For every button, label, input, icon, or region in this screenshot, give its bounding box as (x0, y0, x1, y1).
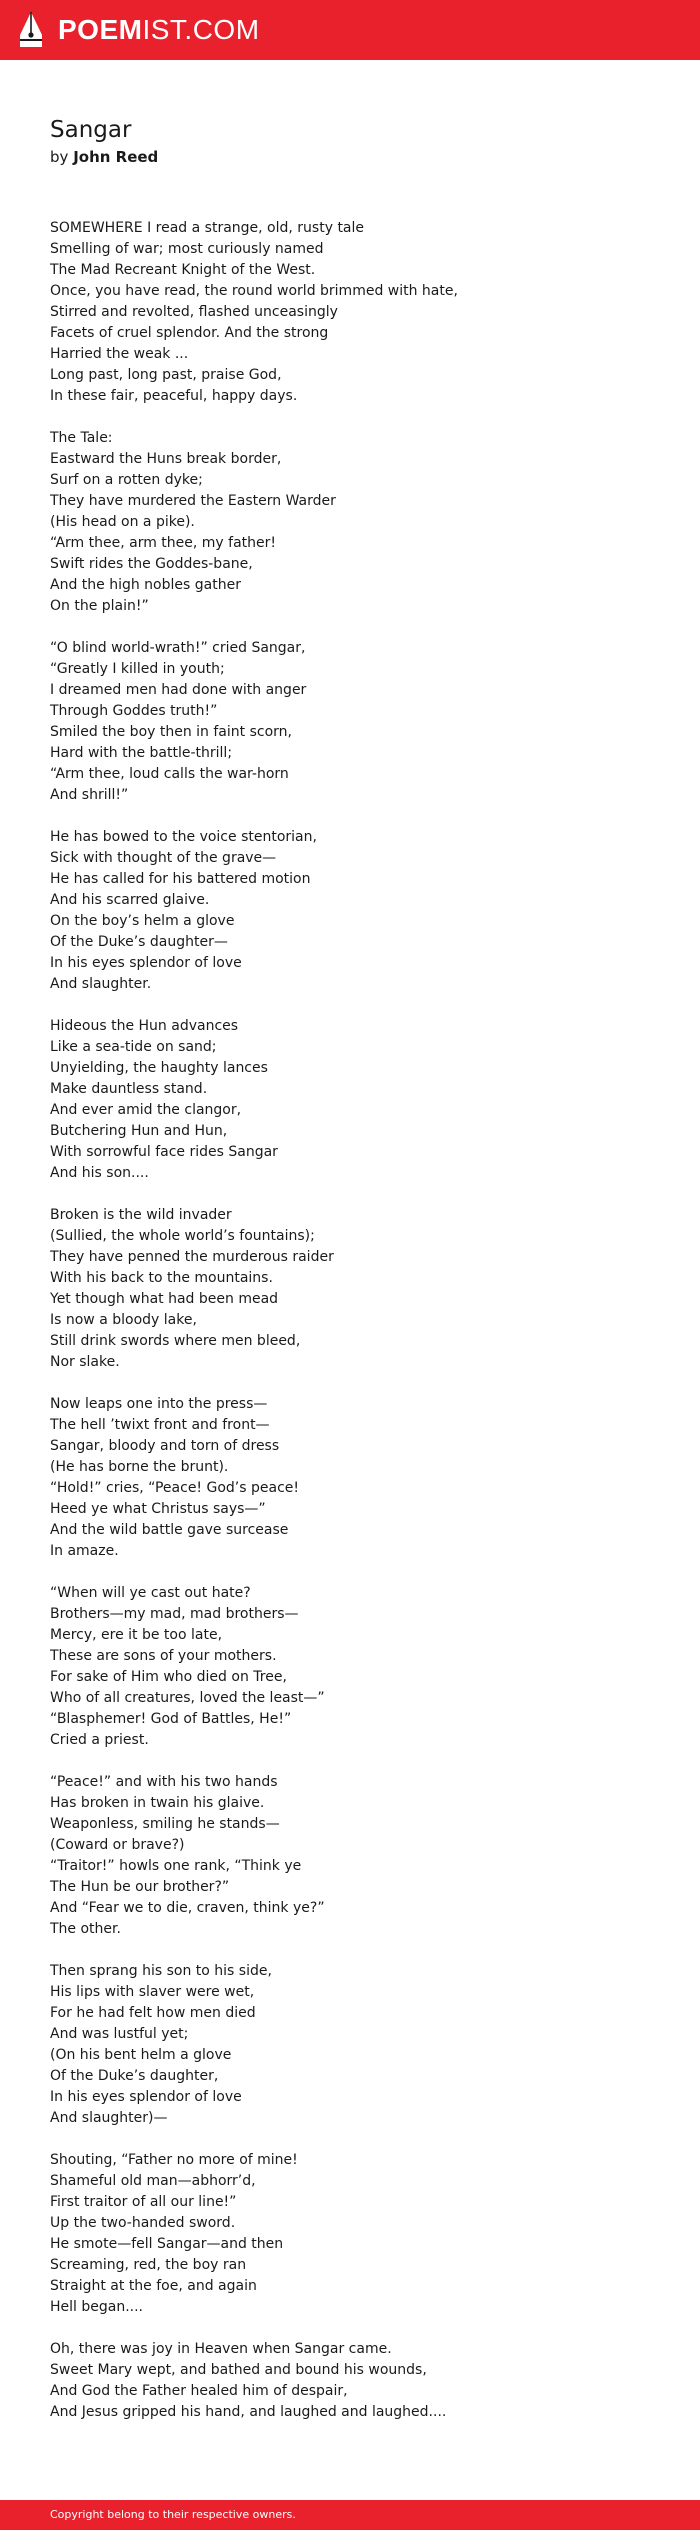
poem-line: Who of all creatures, loved the least—” (50, 1690, 325, 1706)
poem-line: Has broken in twain his glaive. (50, 1795, 265, 1811)
poem-line: (He has borne the brunt). (50, 1459, 229, 1475)
poem-line: And his son.... (50, 1165, 149, 1181)
poem-line: (Sullied, the whole world’s fountains); (50, 1228, 315, 1244)
stanza (50, 1016, 670, 1184)
poem-line: Make dauntless stand. (50, 1081, 208, 1097)
stanza (50, 218, 670, 407)
poem-line: I dreamed men had done with anger (50, 682, 307, 698)
poem-line: “Peace!” and with his two hands (50, 1774, 278, 1790)
poem-line: Once, you have read, the round world brimmed with hate, (50, 283, 458, 299)
poem-line: Like a sea-tide on sand; (50, 1039, 217, 1055)
poem-line: For sake of Him who died on Tree, (50, 1669, 287, 1685)
stanza (50, 2150, 670, 2318)
poem-line: Of the Duke’s daughter— (50, 934, 228, 950)
poem-line: The Tale: (50, 430, 113, 446)
stanza (50, 1583, 670, 1751)
poem-line: “When will ye cast out hate? (50, 1585, 251, 1601)
poem-line: Long past, long past, praise God, (50, 367, 282, 383)
poem-line: “Arm thee, arm thee, my father! (50, 535, 277, 551)
poem-line: And his scarred glaive. (50, 892, 210, 908)
poem-line: Up the two-handed sword. (50, 2215, 236, 2231)
poem-line: “Greatly I killed in youth; (50, 661, 225, 677)
poem-line: Then sprang his son to his side, (50, 1963, 272, 1979)
poem-line: In amaze. (50, 1543, 119, 1559)
logo-text-bold: POEM (58, 14, 143, 45)
poem-line: Unyielding, the haughty lances (50, 1060, 268, 1076)
logo-text-light: IST.COM (142, 14, 260, 45)
poem-line: “Traitor!” howls one rank, “Think ye (50, 1858, 302, 1874)
poem-line: And Jesus gripped his hand, and laughed and laughed.... (50, 2404, 447, 2420)
pen-nib-icon (18, 11, 44, 49)
poem-line: The other. (50, 1921, 121, 1937)
poem-line: His lips with slaver were wet, (50, 1984, 255, 2000)
poem-line: Nor slake. (50, 1354, 120, 1370)
poem-line: He smote—fell Sangar—and then (50, 2236, 284, 2252)
poem-line: Shameful old man—abhorr’d, (50, 2173, 256, 2189)
poem-line: In his eyes splendor of love (50, 2089, 242, 2105)
poem-line: “Blasphemer! God of Battles, He!” (50, 1711, 292, 1727)
poem-body (50, 218, 670, 2444)
poem-line: Sangar, bloody and torn of dress (50, 1438, 280, 1454)
poem-line: Shouting, “Father no more of mine! (50, 2152, 298, 2168)
poem-line: “Hold!” cries, “Peace! God’s peace! (50, 1480, 299, 1496)
poem-line: And the wild battle gave surcease (50, 1522, 289, 1538)
poem-line: Now leaps one into the press— (50, 1396, 268, 1412)
by-label: by (50, 148, 69, 166)
byline (50, 147, 650, 167)
poem-line: Hell began.... (50, 2299, 144, 2315)
poem-line: Sweet Mary wept, and bathed and bound his wounds, (50, 2362, 427, 2378)
poem-line: And ever amid the clangor, (50, 1102, 242, 1118)
poem-line: “Arm thee, loud calls the war-horn (50, 766, 289, 782)
poem-line: And slaughter. (50, 976, 152, 992)
poem-line: Facets of cruel splendor. And the strong (50, 325, 329, 341)
stanza (50, 1961, 670, 2129)
poem-line: The Mad Recreant Knight of the West. (50, 262, 316, 278)
poem-line: First traitor of all our line!” (50, 2194, 237, 2210)
poem-line: Of the Duke’s daughter, (50, 2068, 219, 2084)
author-name[interactable]: John Reed (73, 148, 159, 166)
poem-line: Straight at the foe, and again (50, 2278, 257, 2294)
poem-line: Oh, there was joy in Heaven when Sangar came. (50, 2341, 392, 2357)
poem-line: And shrill!” (50, 787, 129, 803)
poem-line: With his back to the mountains. (50, 1270, 273, 1286)
poem-line: (Coward or brave?) (50, 1837, 185, 1853)
poem-line: They have murdered the Eastern Warder (50, 493, 336, 509)
poem-line: Smelling of war; most curiously named (50, 241, 324, 257)
poem-line: Broken is the wild invader (50, 1207, 232, 1223)
site-logo[interactable] (18, 11, 260, 49)
poem-line: He has bowed to the voice stentorian, (50, 829, 317, 845)
poem-heading (50, 116, 650, 167)
poem-line: Heed ye what Christus says—” (50, 1501, 266, 1517)
poem-line: And “Fear we to die, craven, think ye?” (50, 1900, 325, 1916)
poem-line: And was lustful yet; (50, 2026, 189, 2042)
poem-line: These are sons of your mothers. (50, 1648, 277, 1664)
poem-line: In his eyes splendor of love (50, 955, 242, 971)
stanza (50, 827, 670, 995)
poem-line: And slaughter)— (50, 2110, 168, 2126)
poem-line: On the boy’s helm a glove (50, 913, 235, 929)
poem-line: “O blind world-wrath!” cried Sangar, (50, 640, 306, 656)
poem-line: (His head on a pike). (50, 514, 195, 530)
poem-line: They have penned the murderous raider (50, 1249, 334, 1265)
poem-line: Smiled the boy then in faint scorn, (50, 724, 292, 740)
poem-line: SOMEWHERE I read a strange, old, rusty tale (50, 220, 365, 236)
poem-line: (On his bent helm a glove (50, 2047, 232, 2063)
poem-line: Is now a bloody lake, (50, 1312, 197, 1328)
poem-line: Harried the weak ... (50, 346, 189, 362)
poem-line: Sick with thought of the grave— (50, 850, 277, 866)
copyright-text: Copyright belong to their respective owners. (50, 2508, 296, 2521)
site-header (0, 0, 700, 60)
site-footer (0, 2500, 700, 2530)
poem-line: On the plain!” (50, 598, 149, 614)
poem-line: Swift rides the Goddes-bane, (50, 556, 253, 572)
stanza (50, 1772, 670, 1940)
poem-line: Hard with the battle-thrill; (50, 745, 233, 761)
stanza (50, 1205, 670, 1373)
poem-line: Brothers—my mad, mad brothers— (50, 1606, 299, 1622)
poem-line: Yet though what had been mead (50, 1291, 279, 1307)
poem-line: In these fair, peaceful, happy days. (50, 388, 298, 404)
poem-title: Sangar (50, 117, 132, 143)
poem-line: And the high nobles gather (50, 577, 241, 593)
poem-line: The Hun be our brother?” (50, 1879, 230, 1895)
poem-line: Hideous the Hun advances (50, 1018, 239, 1034)
poem-line: Mercy, ere it be too late, (50, 1627, 223, 1643)
poem-line: Stirred and revolted, flashed unceasingly (50, 304, 338, 320)
poem-line: Surf on a rotten dyke; (50, 472, 203, 488)
poem-line: He has called for his battered motion (50, 871, 311, 887)
poem-line: The hell ’twixt front and front— (50, 1417, 270, 1433)
poem-line: Weaponless, smiling he stands— (50, 1816, 280, 1832)
stanza (50, 638, 670, 806)
stanza (50, 428, 670, 617)
poem-line: Screaming, red, the boy ran (50, 2257, 247, 2273)
poem-line: For he had felt how men died (50, 2005, 256, 2021)
poem-line: Still drink swords where men bleed, (50, 1333, 301, 1349)
poem-line: And God the Father healed him of despair, (50, 2383, 348, 2399)
poem-line: Butchering Hun and Hun, (50, 1123, 228, 1139)
poem-line: Eastward the Huns break border, (50, 451, 282, 467)
poem-line: Through Goddes truth!” (50, 703, 218, 719)
logo-text (58, 11, 260, 49)
stanza (50, 2339, 670, 2423)
poem-line: With sorrowful face rides Sangar (50, 1144, 278, 1160)
poem-line: Cried a priest. (50, 1732, 149, 1748)
stanza (50, 1394, 670, 1562)
